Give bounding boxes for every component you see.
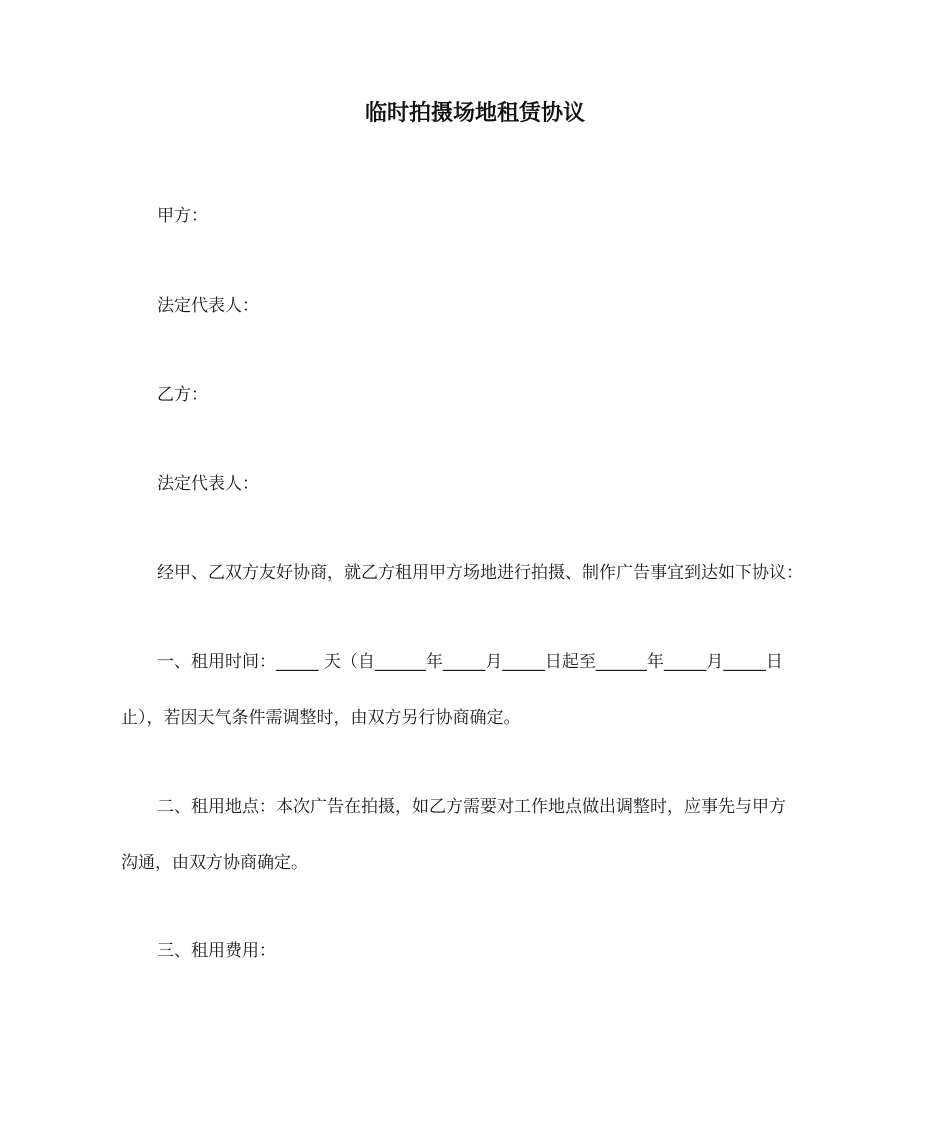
clause-2-line-2: 沟通，由双方协商确定。 <box>121 853 308 873</box>
intro-paragraph: 经甲、乙双方友好协商，就乙方租用甲方场地进行拍摄、制作广告事宜到达如下协议： <box>157 563 803 583</box>
clause-1-line-1: 一、租用时间：_____ 天（自______年_____月_____日起至______年_____月_____日 <box>157 652 783 672</box>
clause-1-line-2: 止），若因天气条件需调整时，由双方另行协商确定。 <box>121 708 521 728</box>
document-title: 临时拍摄场地租赁协议 <box>364 101 585 126</box>
party-a-representative-line: 法定代表人： <box>157 296 259 316</box>
party-b-representative-line: 法定代表人： <box>157 474 259 494</box>
party-b-line: 乙方： <box>157 385 208 405</box>
party-a-line: 甲方： <box>157 206 208 226</box>
clause-3-line: 三、租用费用： <box>157 941 276 961</box>
clause-2-line-1: 二、租用地点：本次广告在拍摄，如乙方需要对工作地点做出调整时，应事先与甲方 <box>157 797 786 817</box>
